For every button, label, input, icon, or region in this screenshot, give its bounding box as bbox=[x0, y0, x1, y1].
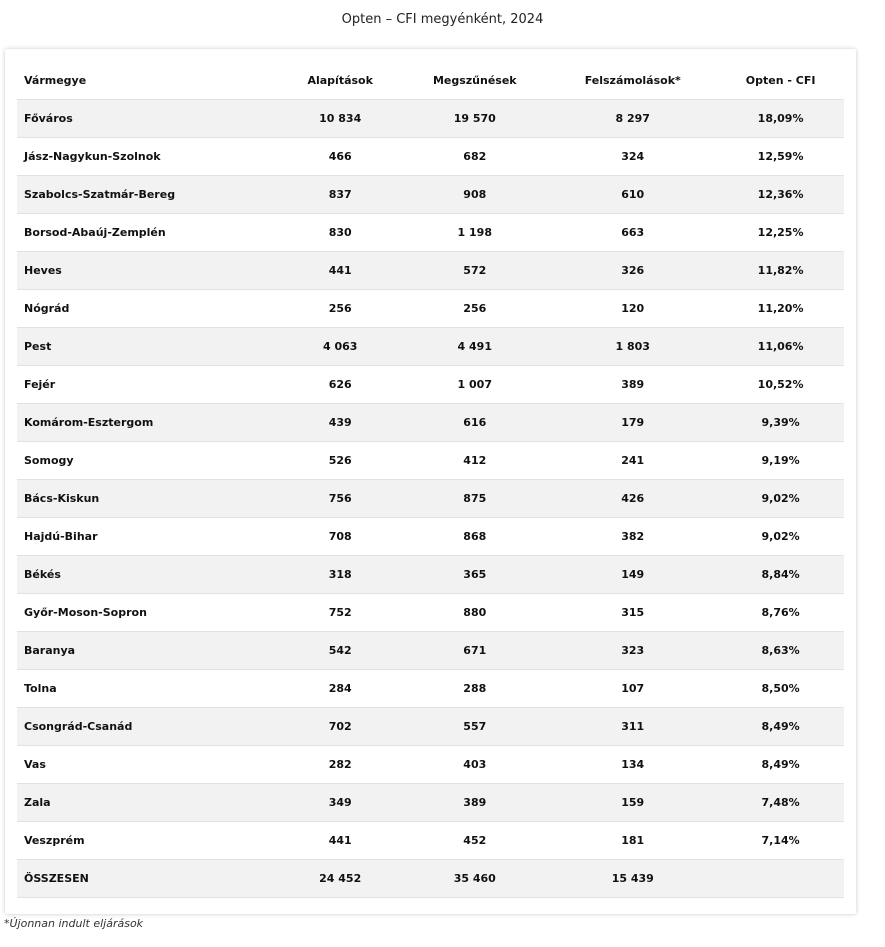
cell-felszamolasok: 389 bbox=[548, 366, 717, 404]
cell-alapitasok: 708 bbox=[279, 518, 401, 556]
cell-varmegye: Győr-Moson-Sopron bbox=[17, 594, 279, 632]
table-row bbox=[17, 632, 844, 670]
cell-megszunesek: 35 460 bbox=[401, 860, 548, 898]
table-row bbox=[17, 670, 844, 708]
cell-alapitasok: 349 bbox=[279, 784, 401, 822]
cell-opten-cfi: 11,20% bbox=[717, 290, 844, 328]
cell-opten-cfi: 12,25% bbox=[717, 214, 844, 252]
cell-opten-cfi: 11,06% bbox=[717, 328, 844, 366]
cell-varmegye: Jász-Nagykun-Szolnok bbox=[17, 138, 279, 176]
cell-opten-cfi: 9,39% bbox=[717, 404, 844, 442]
cell-megszunesek: 365 bbox=[401, 556, 548, 594]
cell-megszunesek: 572 bbox=[401, 252, 548, 290]
cell-opten-cfi: 8,49% bbox=[717, 746, 844, 784]
cell-opten-cfi: 8,50% bbox=[717, 670, 844, 708]
cell-felszamolasok: 134 bbox=[548, 746, 717, 784]
cell-felszamolasok: 159 bbox=[548, 784, 717, 822]
cell-varmegye: Békés bbox=[17, 556, 279, 594]
cell-felszamolasok: 324 bbox=[548, 138, 717, 176]
cell-varmegye: Pest bbox=[17, 328, 279, 366]
cell-felszamolasok: 1 803 bbox=[548, 328, 717, 366]
table-row bbox=[17, 480, 844, 518]
cell-opten-cfi: 9,02% bbox=[717, 480, 844, 518]
cell-felszamolasok: 610 bbox=[548, 176, 717, 214]
cell-alapitasok: 542 bbox=[279, 632, 401, 670]
table-row bbox=[17, 442, 844, 480]
table-header bbox=[17, 61, 844, 100]
cell-alapitasok: 626 bbox=[279, 366, 401, 404]
cell-alapitasok: 256 bbox=[279, 290, 401, 328]
header-alapitasok: Alapítások bbox=[279, 61, 401, 100]
cell-megszunesek: 1 198 bbox=[401, 214, 548, 252]
cell-megszunesek: 4 491 bbox=[401, 328, 548, 366]
cell-varmegye: Hajdú-Bihar bbox=[17, 518, 279, 556]
cell-opten-cfi: 18,09% bbox=[717, 100, 844, 138]
cell-varmegye: ÖSSZESEN bbox=[17, 860, 279, 898]
cell-megszunesek: 868 bbox=[401, 518, 548, 556]
table-row bbox=[17, 556, 844, 594]
cell-varmegye: Borsod-Abaúj-Zemplén bbox=[17, 214, 279, 252]
cell-felszamolasok: 8 297 bbox=[548, 100, 717, 138]
table-row bbox=[17, 708, 844, 746]
cell-felszamolasok: 179 bbox=[548, 404, 717, 442]
header-row bbox=[17, 61, 844, 100]
cell-felszamolasok: 241 bbox=[548, 442, 717, 480]
cell-megszunesek: 452 bbox=[401, 822, 548, 860]
table-row bbox=[17, 784, 844, 822]
cell-alapitasok: 10 834 bbox=[279, 100, 401, 138]
cell-alapitasok: 282 bbox=[279, 746, 401, 784]
cell-megszunesek: 403 bbox=[401, 746, 548, 784]
cell-megszunesek: 682 bbox=[401, 138, 548, 176]
cell-alapitasok: 830 bbox=[279, 214, 401, 252]
cell-megszunesek: 671 bbox=[401, 632, 548, 670]
cell-varmegye: Csongrád-Csanád bbox=[17, 708, 279, 746]
cell-opten-cfi: 10,52% bbox=[717, 366, 844, 404]
cell-alapitasok: 24 452 bbox=[279, 860, 401, 898]
cell-megszunesek: 908 bbox=[401, 176, 548, 214]
header-opten-cfi: Opten - CFI bbox=[717, 61, 844, 100]
cell-alapitasok: 752 bbox=[279, 594, 401, 632]
cell-varmegye: Somogy bbox=[17, 442, 279, 480]
table-row bbox=[17, 138, 844, 176]
cell-alapitasok: 318 bbox=[279, 556, 401, 594]
cell-megszunesek: 1 007 bbox=[401, 366, 548, 404]
cell-varmegye: Szabolcs-Szatmár-Bereg bbox=[17, 176, 279, 214]
table-row bbox=[17, 328, 844, 366]
cell-varmegye: Nógrád bbox=[17, 290, 279, 328]
cell-alapitasok: 284 bbox=[279, 670, 401, 708]
cell-alapitasok: 702 bbox=[279, 708, 401, 746]
table-row bbox=[17, 746, 844, 784]
cell-megszunesek: 256 bbox=[401, 290, 548, 328]
cell-felszamolasok: 311 bbox=[548, 708, 717, 746]
table-row bbox=[17, 404, 844, 442]
cell-alapitasok: 526 bbox=[279, 442, 401, 480]
cell-varmegye: Heves bbox=[17, 252, 279, 290]
cell-felszamolasok: 382 bbox=[548, 518, 717, 556]
cell-megszunesek: 616 bbox=[401, 404, 548, 442]
cell-opten-cfi bbox=[717, 860, 844, 898]
cell-alapitasok: 439 bbox=[279, 404, 401, 442]
total-row bbox=[17, 860, 844, 898]
cell-felszamolasok: 15 439 bbox=[548, 860, 717, 898]
cell-opten-cfi: 8,84% bbox=[717, 556, 844, 594]
cell-opten-cfi: 11,82% bbox=[717, 252, 844, 290]
cell-alapitasok: 441 bbox=[279, 252, 401, 290]
cell-opten-cfi: 7,14% bbox=[717, 822, 844, 860]
cell-felszamolasok: 107 bbox=[548, 670, 717, 708]
cell-opten-cfi: 8,49% bbox=[717, 708, 844, 746]
cell-felszamolasok: 181 bbox=[548, 822, 717, 860]
cell-alapitasok: 4 063 bbox=[279, 328, 401, 366]
cfi-table bbox=[17, 61, 844, 898]
cell-varmegye: Tolna bbox=[17, 670, 279, 708]
page-title: Opten – CFI megyénként, 2024 bbox=[341, 12, 544, 27]
cell-varmegye: Veszprém bbox=[17, 822, 279, 860]
cell-megszunesek: 412 bbox=[401, 442, 548, 480]
cell-alapitasok: 466 bbox=[279, 138, 401, 176]
table-row bbox=[17, 176, 844, 214]
cell-megszunesek: 875 bbox=[401, 480, 548, 518]
cell-felszamolasok: 120 bbox=[548, 290, 717, 328]
cell-felszamolasok: 663 bbox=[548, 214, 717, 252]
cell-megszunesek: 288 bbox=[401, 670, 548, 708]
cell-felszamolasok: 426 bbox=[548, 480, 717, 518]
header-felszamolasok: Felszámolások* bbox=[548, 61, 717, 100]
table-row bbox=[17, 100, 844, 138]
header-varmegye: Vármegye bbox=[17, 61, 279, 100]
cell-varmegye: Főváros bbox=[17, 100, 279, 138]
cell-varmegye: Fejér bbox=[17, 366, 279, 404]
cell-alapitasok: 837 bbox=[279, 176, 401, 214]
table-row bbox=[17, 252, 844, 290]
table-card bbox=[5, 49, 856, 914]
cell-alapitasok: 756 bbox=[279, 480, 401, 518]
cell-megszunesek: 19 570 bbox=[401, 100, 548, 138]
table-body bbox=[17, 100, 844, 898]
cell-opten-cfi: 7,48% bbox=[717, 784, 844, 822]
table-row bbox=[17, 366, 844, 404]
cell-opten-cfi: 12,36% bbox=[717, 176, 844, 214]
cell-megszunesek: 557 bbox=[401, 708, 548, 746]
cell-varmegye: Vas bbox=[17, 746, 279, 784]
cell-alapitasok: 441 bbox=[279, 822, 401, 860]
cell-felszamolasok: 149 bbox=[548, 556, 717, 594]
cell-varmegye: Komárom-Esztergom bbox=[17, 404, 279, 442]
cell-megszunesek: 389 bbox=[401, 784, 548, 822]
cell-opten-cfi: 8,76% bbox=[717, 594, 844, 632]
cell-opten-cfi: 9,02% bbox=[717, 518, 844, 556]
cell-varmegye: Zala bbox=[17, 784, 279, 822]
cell-varmegye: Baranya bbox=[17, 632, 279, 670]
cell-varmegye: Bács-Kiskun bbox=[17, 480, 279, 518]
cell-felszamolasok: 326 bbox=[548, 252, 717, 290]
cell-megszunesek: 880 bbox=[401, 594, 548, 632]
table-row bbox=[17, 290, 844, 328]
cell-opten-cfi: 9,19% bbox=[717, 442, 844, 480]
table-row bbox=[17, 214, 844, 252]
cell-felszamolasok: 323 bbox=[548, 632, 717, 670]
table-row bbox=[17, 518, 844, 556]
table-row bbox=[17, 822, 844, 860]
cell-felszamolasok: 315 bbox=[548, 594, 717, 632]
footnote: *Újonnan indult eljárások bbox=[4, 917, 144, 930]
cell-opten-cfi: 12,59% bbox=[717, 138, 844, 176]
header-megszunesek: Megszűnések bbox=[401, 61, 548, 100]
table-row bbox=[17, 594, 844, 632]
cell-opten-cfi: 8,63% bbox=[717, 632, 844, 670]
